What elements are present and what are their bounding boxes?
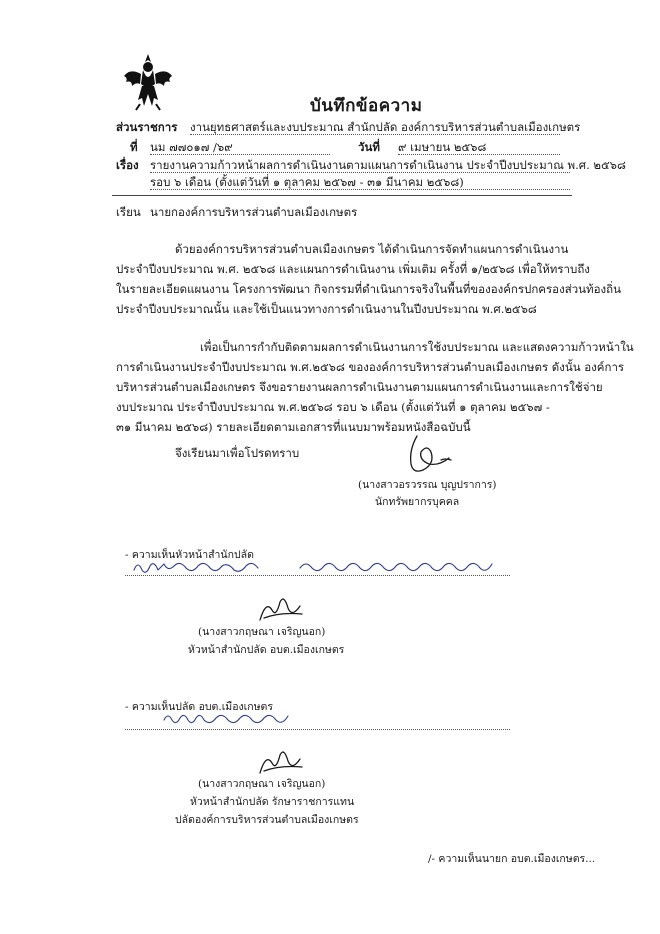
body-p2-line-1: เพื่อเป็นการกำกับติดตามผลการดำเนินงานการใช้งบประมาณ และแสดงความก้าวหน้าใน: [200, 340, 634, 354]
comment-2-label: - ความเห็นปลัด อบต.เมืองเกษตร: [125, 701, 273, 713]
continue-text: /- ความเห็นนายก อบต.เมืองเกษตร...: [428, 853, 596, 865]
to-label: เรียน: [116, 205, 141, 219]
ref-label: ที่: [130, 140, 138, 154]
body-p1-line-1: ด้วยองค์การบริหารส่วนตำบลเมืองเกษตร ได้ดำเนินการจัดทำแผนการดำเนินงาน: [175, 242, 569, 256]
agency-value: งานยุทธศาสตร์และงบประมาณ สำนักปลัด องค์การบริหารส่วนตำบลเมืองเกษตร: [190, 120, 581, 134]
signer-1-name: (นางสาวอรวรรณ บุญปราการ): [358, 479, 497, 491]
subject-line-1: รายงานความก้าวหน้าผลการดำเนินงานตามแผนการดำเนินงาน ประจำปีงบประมาณ พ.ศ. ๒๕๖๘: [150, 158, 626, 172]
agency-label: ส่วนราชการ: [116, 120, 178, 134]
signature-3: [250, 745, 310, 777]
comment-1-label: - ความเห็นหัวหน้าสำนักปลัด: [125, 549, 254, 561]
body-p2-line-2: การดำเนินงานประจำปีงบประมาณ พ.ศ.๒๕๖๘ ขององค์การบริหารส่วนตำบลเมืองเกษตร ดังนั้น องค์การ: [116, 360, 625, 374]
garuda-emblem-icon: [122, 50, 174, 112]
signer-2-name: (นางสาวกฤษณา เจริญนอก): [198, 626, 326, 638]
body-p2-line-5: ๓๑ มีนาคม ๒๕๖๘) รายละเอียดตามเอกสารที่แนบมาพร้อมหนังสือฉบับนี้: [116, 420, 471, 434]
body-p2-line-4: งบประมาณ ประจำปีงบประมาณ พ.ศ.๒๕๖๘ รอบ ๖ เดือน (ตั้งแต่วันที่ ๑ ตุลาคม ๒๕๖๗ -: [116, 400, 550, 414]
closing-text: จึงเรียนมาเพื่อโปรดทราบ: [175, 446, 300, 460]
memo-title: บันทึกข้อความ: [310, 96, 423, 116]
body-p1-line-4: ประจำปีงบประมาณนั้น และใช้เป็นแนวทางการดำเนินงานในปีงบประมาณ พ.ศ.๒๕๖๘: [116, 302, 537, 316]
signer-1-position: นักทรัพยากรบุคคล: [375, 496, 460, 508]
body-p2-line-3: บริหารส่วนตำบลเมืองเกษตร จึงขอรายงานผลการดำเนินงานตามแผนการดำเนินงานและการใช้จ่าย: [116, 380, 603, 394]
body-p1-line-2: ประจำปีงบประมาณ พ.ศ. ๒๕๖๘ และแผนการดำเนินงาน เพิ่มเติม ครั้งที่ ๑/๒๕๖๘ เพื่อให้ทราบถึง: [116, 262, 590, 276]
signer-3-position-1: หัวหน้าสำนักปลัด รักษาราชการแทน: [190, 796, 355, 808]
subject-label: เรื่อง: [116, 158, 139, 172]
signature-2: [250, 592, 310, 624]
comment-1-line: [125, 574, 510, 576]
body-p1-line-3: ในรายละเอียดแผนงาน โครงการพัฒนา กิจกรรมที่ดำเนินการจริงในพื้นที่ขององค์กรปกครองส่วนท้องถิ่น: [116, 282, 621, 296]
date-value: ๙ เมษายน ๒๕๖๘: [398, 140, 560, 155]
signer-3-name: (นางสาวกฤษณา เจริญนอก): [198, 778, 326, 790]
comment-2-handwriting: [160, 708, 300, 730]
to-value: นายกองค์การบริหารส่วนตำบลเมืองเกษตร: [150, 205, 358, 219]
signer-3-position-2: ปลัดองค์การบริหารส่วนตำบลเมืองเกษตร: [175, 814, 359, 826]
comment-2-line: [125, 728, 510, 730]
signer-2-position: หัวหน้าสำนักปลัด อบต.เมืองเกษตร: [188, 644, 345, 656]
header-divider: [112, 195, 572, 196]
ref-value: นม ๗๗๐๑๗ /๖๙: [150, 140, 330, 155]
subject-line-2: รอบ ๖ เดือน (ตั้งแต่วันที่ ๑ ตุลาคม ๒๕๖๗ - ๓๑ มีนาคม ๒๕๖๘): [150, 175, 570, 190]
signature-1: [395, 430, 465, 480]
date-label: วันที่: [358, 140, 380, 154]
